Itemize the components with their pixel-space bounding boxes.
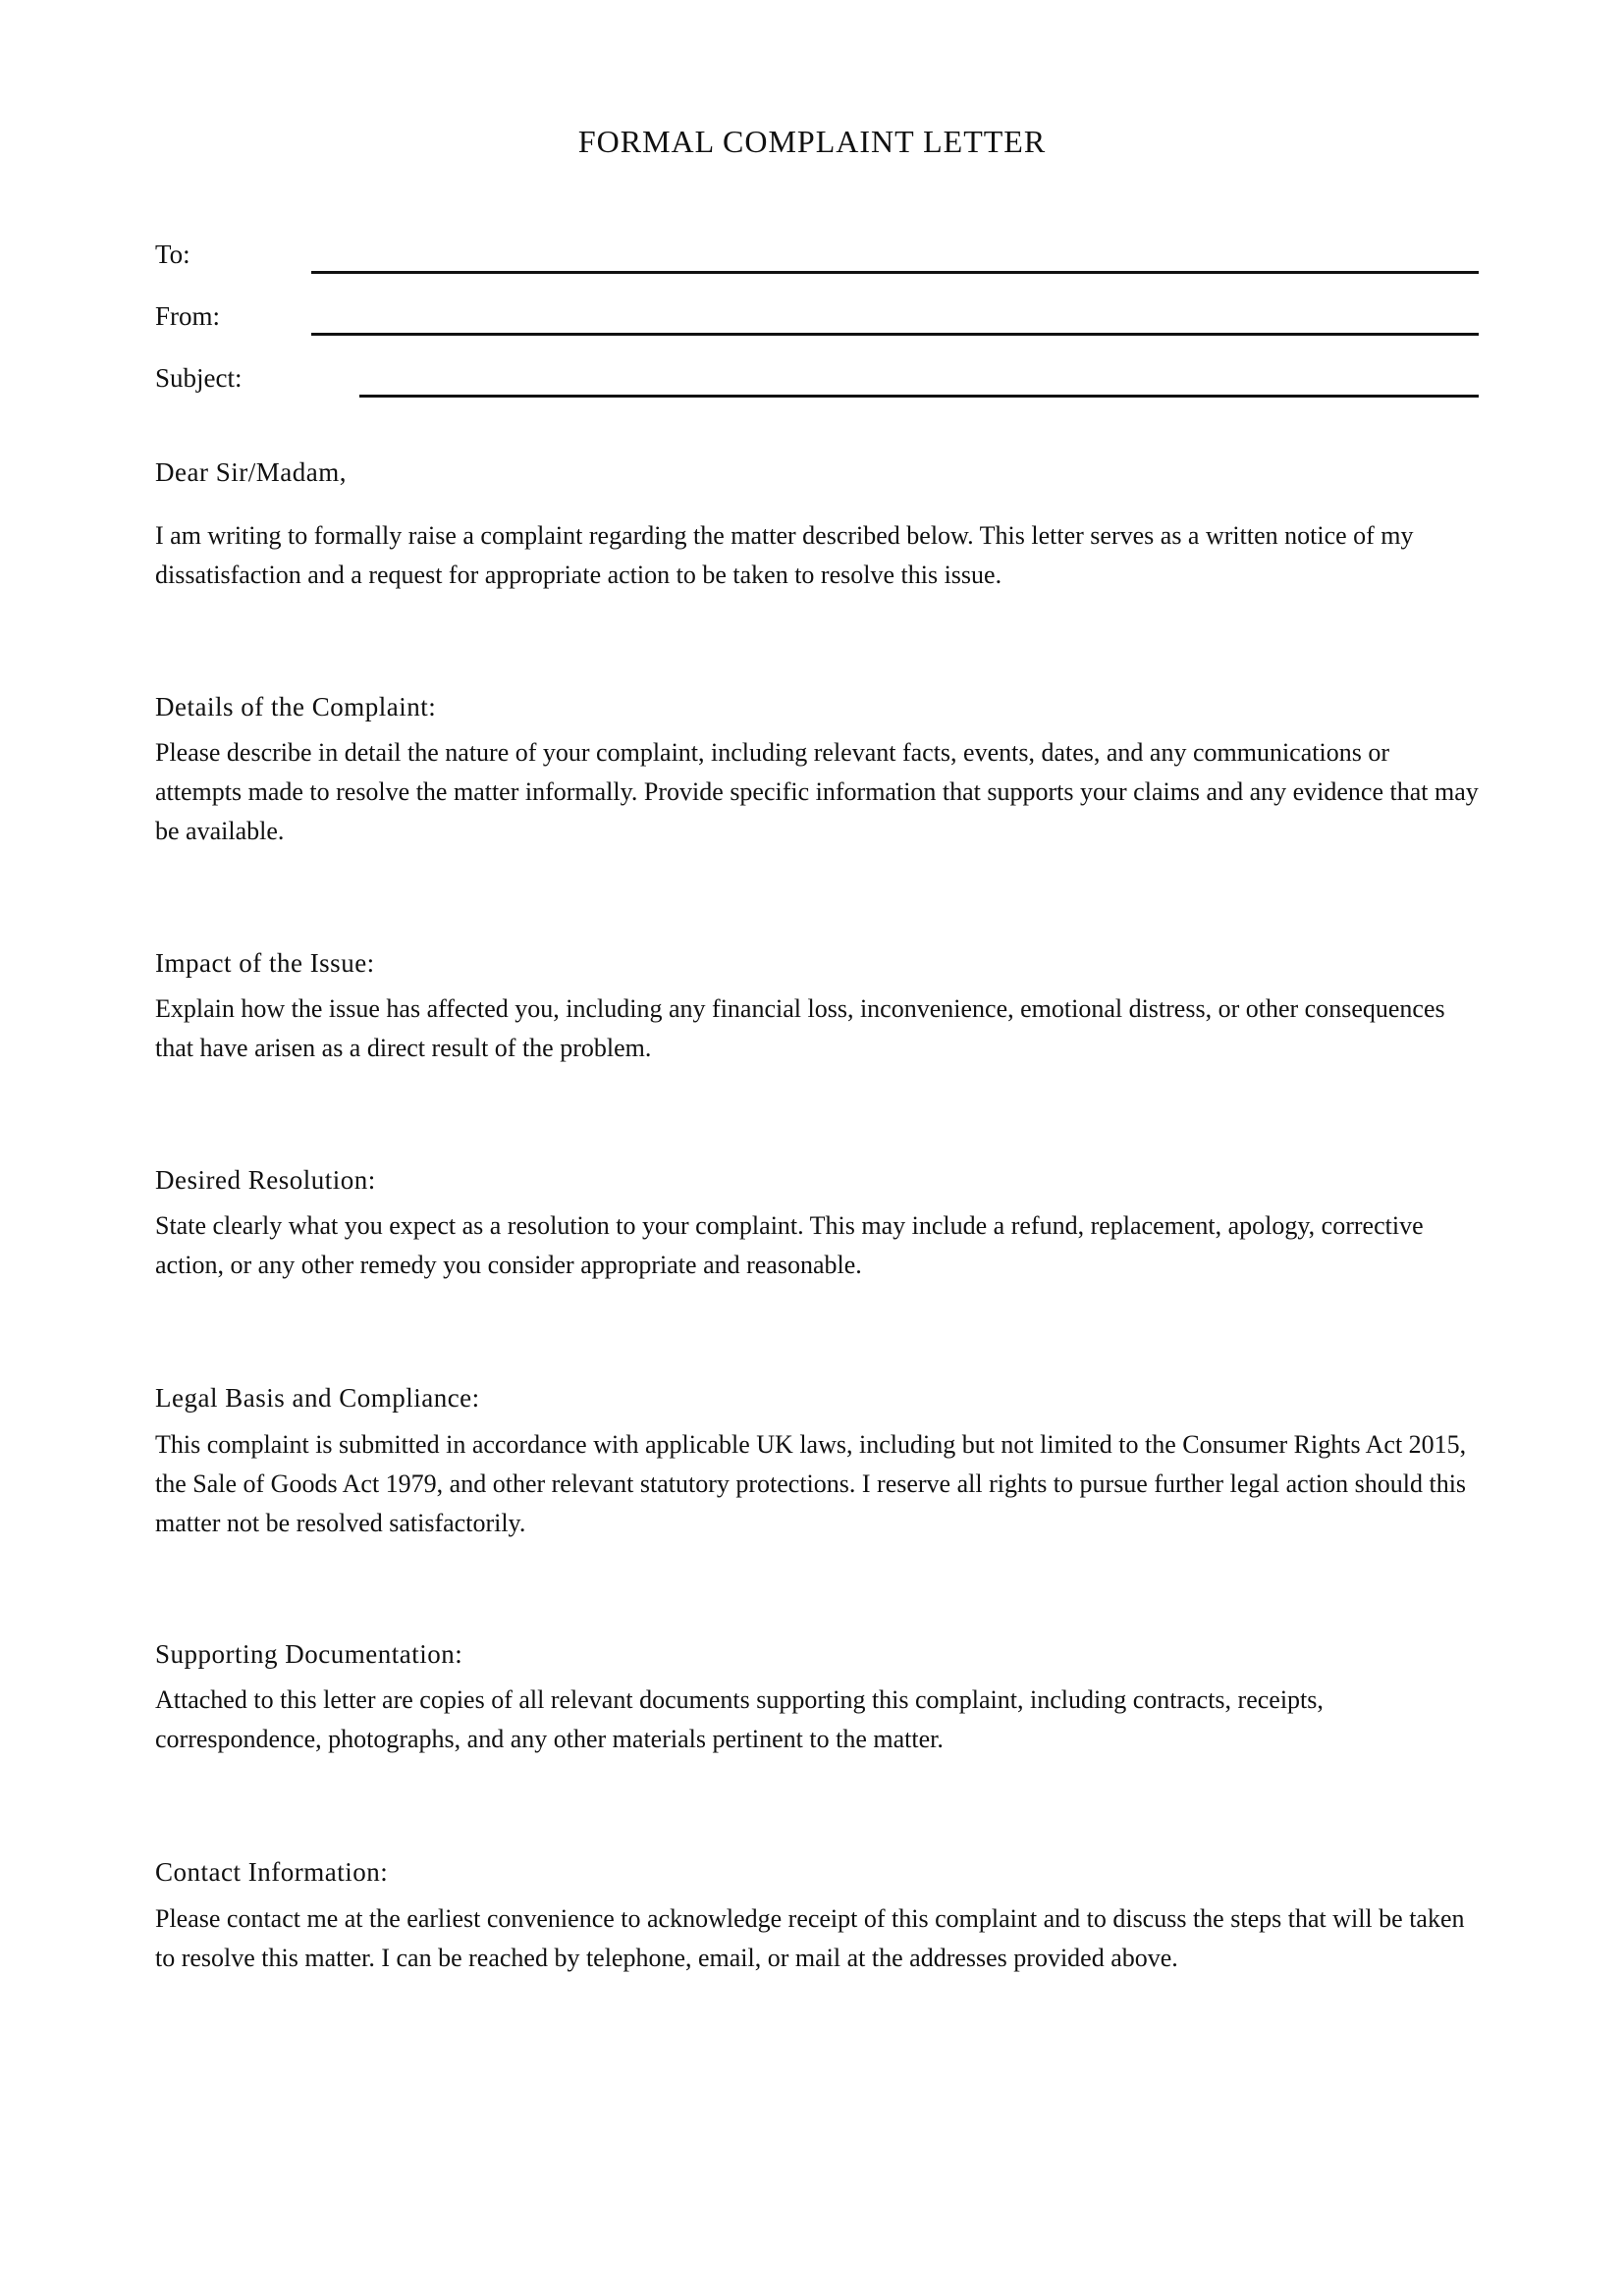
section-body-documentation: Attached to this letter are copies of all relevant documents supporting this complaint, including contracts, receipts, correspondence, photographs, and any other materials pertinent to the matter. [155,1685,1324,1753]
to-field[interactable] [311,271,1479,274]
document-title: FORMAL COMPLAINT LETTER [577,124,1047,159]
section-body-resolution: State clearly what you expect as a resolution to your complaint. This may include a refund, replacement, apology, corrective action, or any other remedy you consider appropriate and reasonable. [155,1211,1424,1279]
section-body-legal: This complaint is submitted in accordance with applicable UK laws, including but not limited to the Consumer Rights Act 2015, the Sale of Goods Act 1979, and other relevant statutory protections. I reserve all rights to pursue further legal action should this matter not be resolved satisfactorily. [155,1430,1467,1537]
section-heading-details: Details of the Complaint: [155,692,437,721]
to-label: To: [155,240,190,269]
intro-paragraph: I am writing to formally raise a complaint regarding the matter described below. This letter serves as a written notice of my dissatisfaction and a request for appropriate action to be taken to resolve this issue. [155,521,1414,589]
salutation: Dear Sir/Madam, [155,457,347,487]
from-field[interactable] [311,333,1479,336]
section-heading-legal: Legal Basis and Compliance: [155,1383,480,1413]
section-body-details: Please describe in detail the nature of your complaint, including relevant facts, events, dates, and any communications or attempts made to resolve the matter informally. Provide specific information that supports your claims and any evidence that may be available. [155,738,1479,845]
section-heading-impact: Impact of the Issue: [155,948,375,978]
section-heading-contact: Contact Information: [155,1857,389,1887]
section-body-impact: Explain how the issue has affected you, including any financial loss, inconvenience, emotional distress, or other consequences that have arisen as a direct result of the problem. [155,994,1445,1062]
from-label: From: [155,301,221,331]
subject-field[interactable] [359,395,1479,398]
section-heading-documentation: Supporting Documentation: [155,1639,463,1669]
subject-label: Subject: [155,363,243,393]
section-heading-resolution: Desired Resolution: [155,1165,376,1195]
section-body-contact: Please contact me at the earliest convenience to acknowledge receipt of this complaint and to discuss the steps that will be taken to resolve this matter. I can be reached by telephone, email, or mail at the addresses provided above. [155,1904,1465,1972]
